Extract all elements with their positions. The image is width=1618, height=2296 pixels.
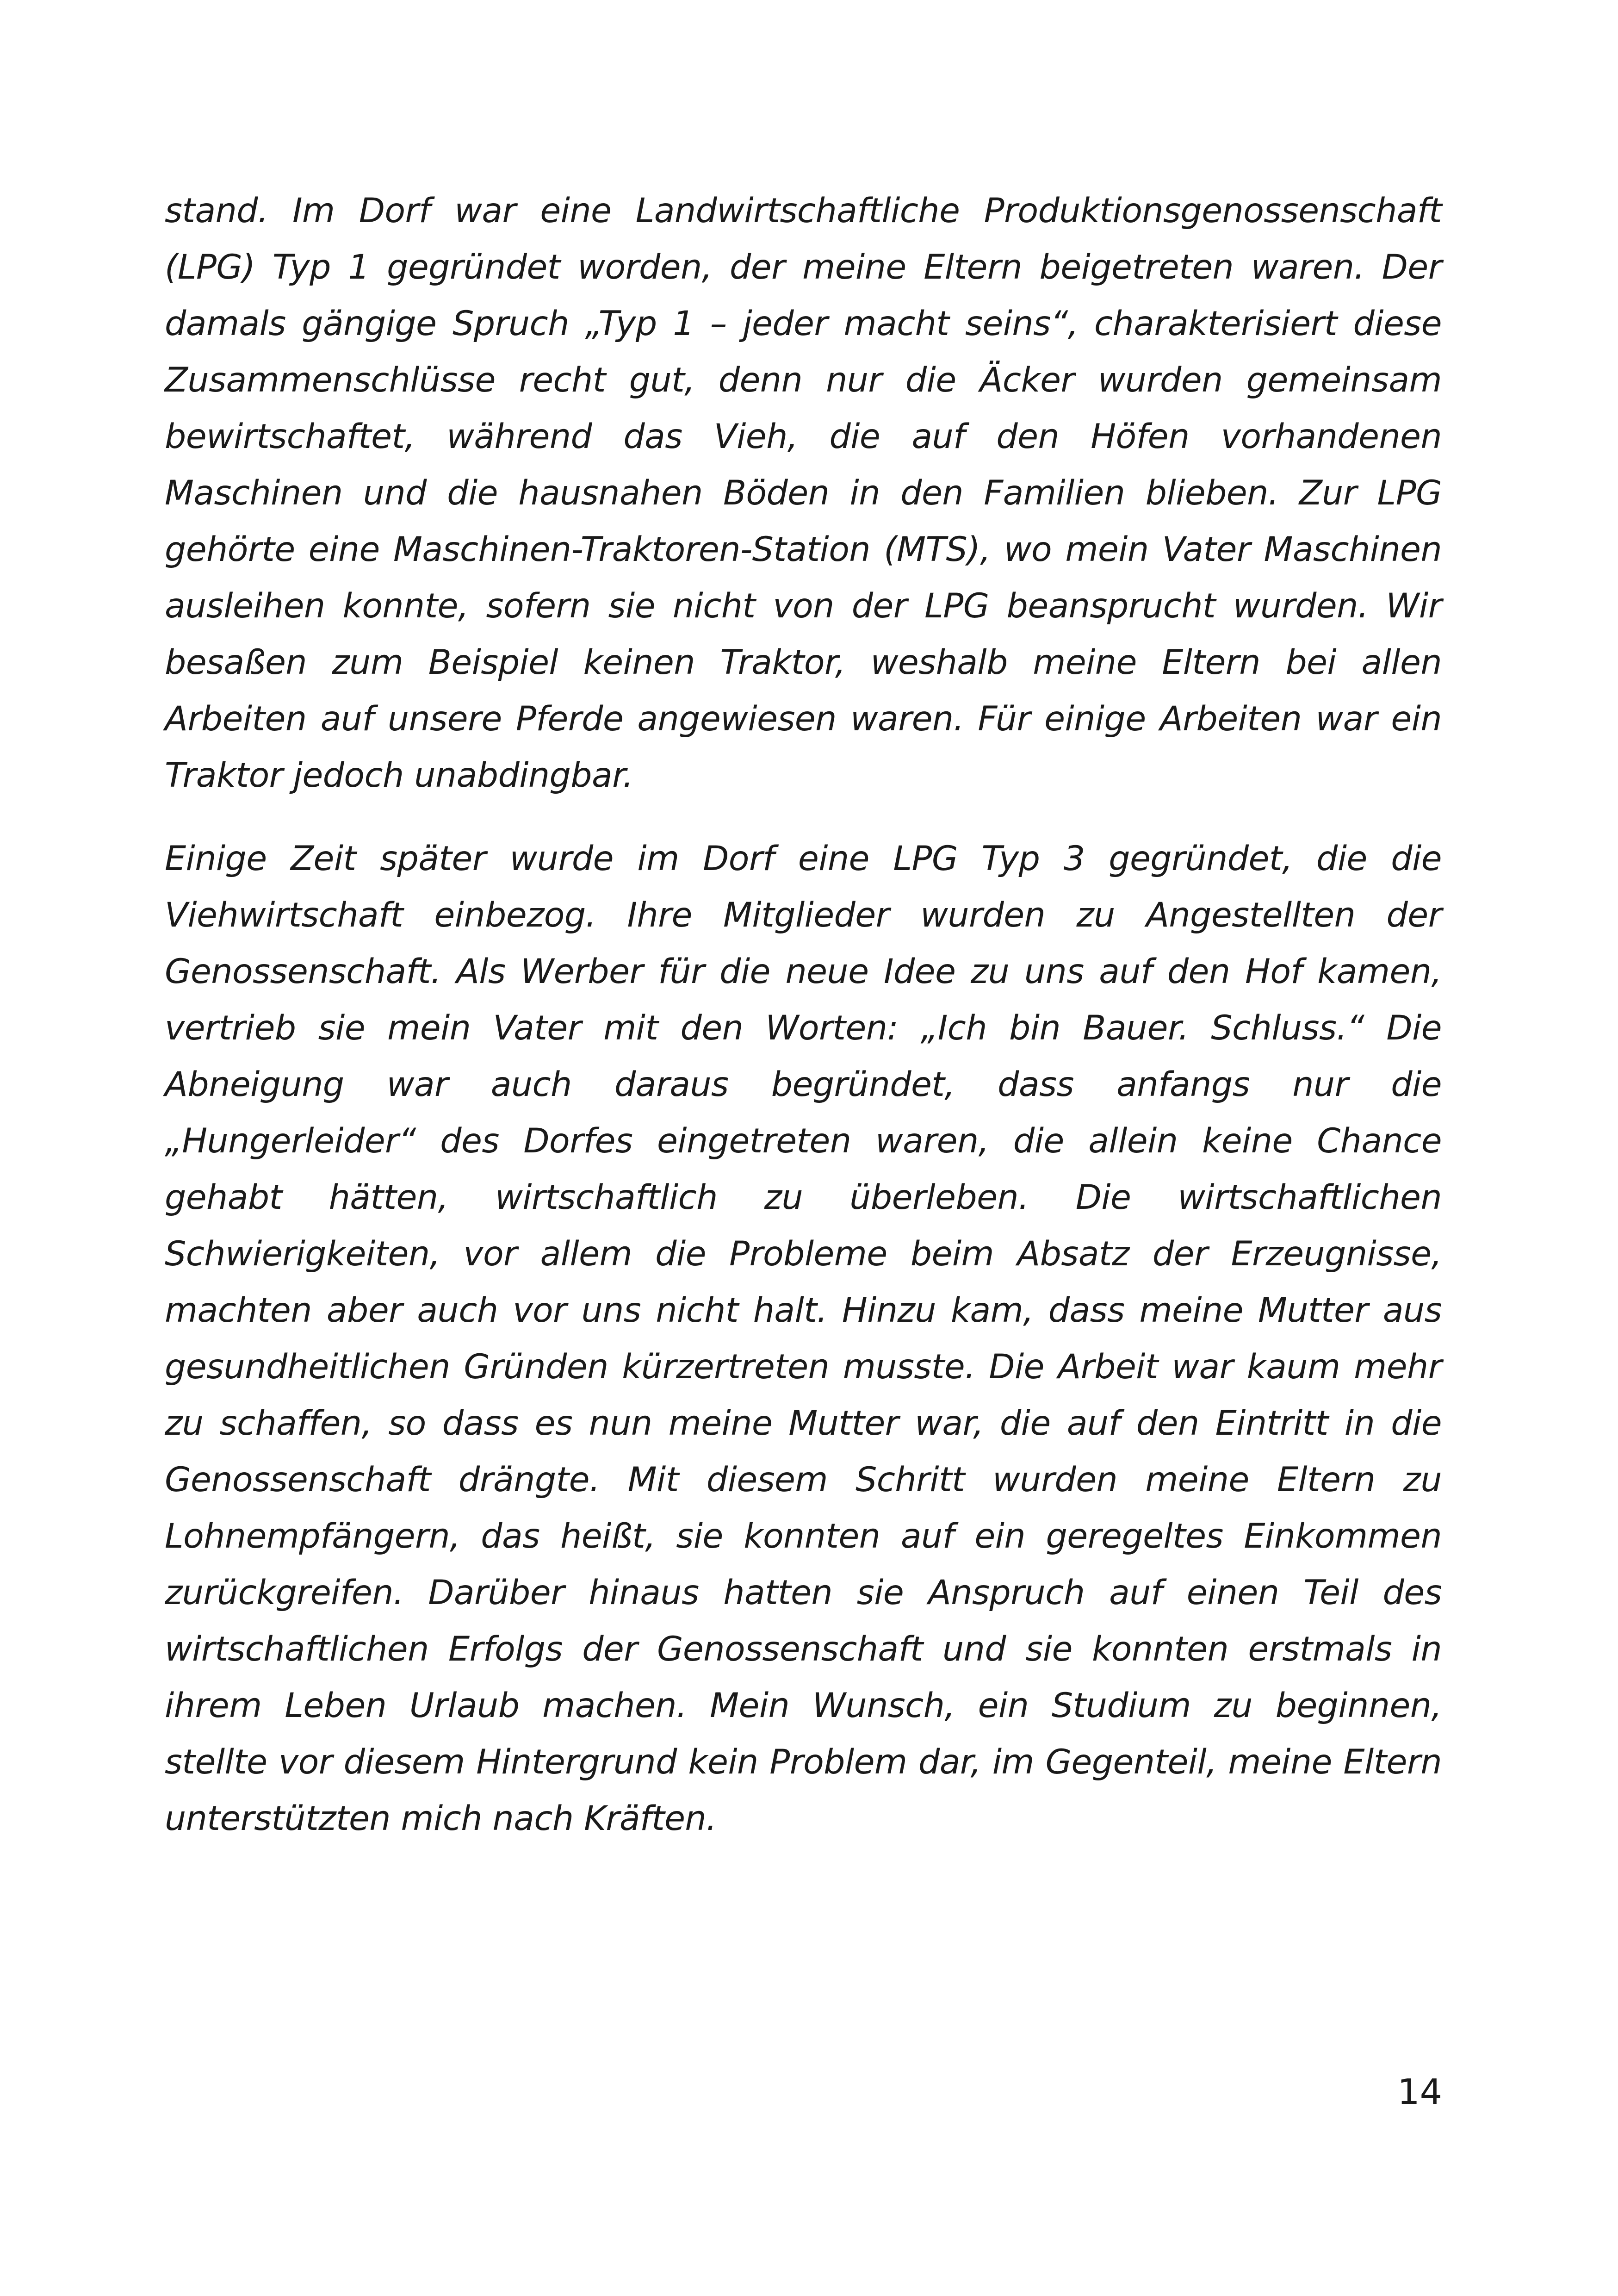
body-text: [165, 183, 1442, 1847]
paragraph-1: stand. Im Dorf war eine Landwirtschaftliche Produktionsgenossenschaft (LPG) Typ 1 gegründet worden, der meine Eltern beigetreten waren. Der damals gängige Spruch „Typ 1 – jeder macht seins“, charakterisiert diese Zusammenschlüsse recht gut, denn nur die Äcker wurden gemeinsam bewirtschaftet, während das Vieh, die auf den Höfen vorhandenen Maschinen und die hausnahen Böden in den Familien blieben. Zur LPG gehörte eine Maschinen-Traktoren-Station (MTS), wo mein Vater Maschinen ausleihen konnte, sofern sie nicht von der LPG beansprucht wurden. Wir besaßen zum Beispiel keinen Traktor, weshalb meine Eltern bei allen Arbeiten auf unsere Pferde angewiesen waren. Für einige Arbeiten war ein Traktor jedoch unabdingbar.: [165, 191, 1442, 795]
paragraph-2: Einige Zeit später wurde im Dorf eine LPG Typ 3 gegründet, die die Viehwirtschaft einbezog. Ihre Mitglieder wurden zu Angestellten der Genossenschaft. Als Werber für die neue Idee zu uns auf den Hof kamen, vertrieb sie mein Vater mit den Worten: „Ich bin Bauer. Schluss.“ Die Abneigung war auch daraus begründet, dass anfangs nur die „Hungerleider“ des Dorfes eingetreten waren, die allein keine Chance gehabt hätten, wirtschaftlich zu überleben. Die wirtschaftlichen Schwierigkeiten, vor allem die Probleme beim Absatz der Erzeugnisse, machten aber auch vor uns nicht halt. Hinzu kam, dass meine Mutter aus gesundheitlichen Gründen kürzertreten musste. Die Arbeit war kaum mehr zu schaffen, so dass es nun meine Mutter war, die auf den Eintritt in die Genossenschaft drängte. Mit diesem Schritt wurden meine Eltern zu Lohnempfängern, das heißt, sie konnten auf ein geregeltes Einkommen zurückgreifen. Darüber hinaus hatten sie Anspruch auf einen Teil des wirtschaftlichen Erfolgs der Genossenschaft und sie konnten erstmals in ihrem Leben Urlaub machen. Mein Wunsch, ein Studium zu beginnen, stellte vor diesem Hintergrund kein Problem dar, im Gegenteil, meine Eltern unterstützten mich nach Kräften.: [165, 839, 1442, 1838]
page-number: 14: [1397, 2071, 1442, 2112]
